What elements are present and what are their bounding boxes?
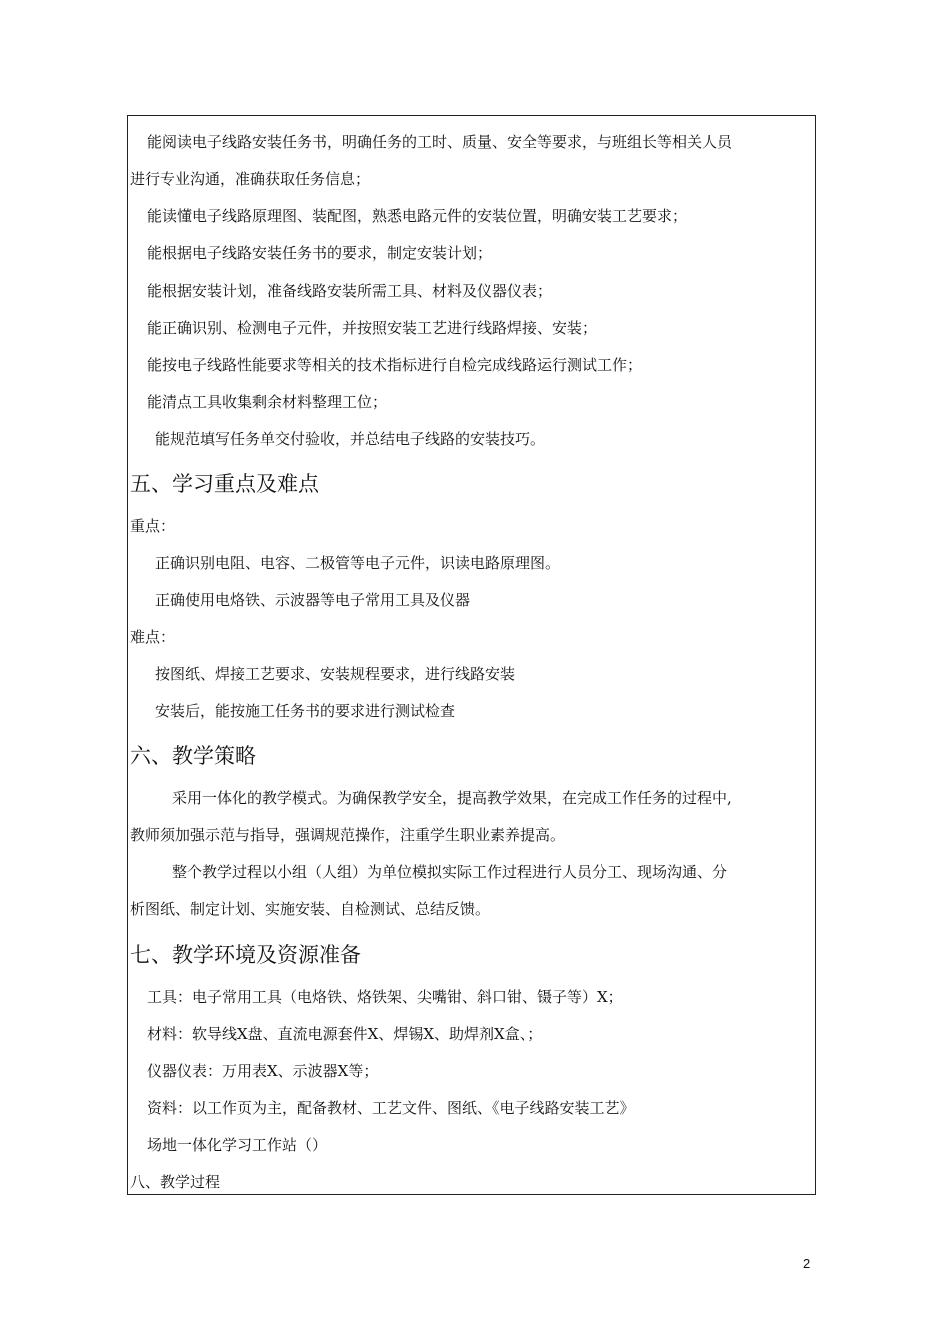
- ability-line: 能清点工具收集剩余材料整理工位；: [147, 393, 388, 411]
- ability-line: 能规范填写任务单交付验收，并总结电子线路的安装技巧。: [155, 430, 546, 448]
- key-points-label: 重点：: [130, 517, 176, 535]
- section-7-heading: 七、教学环境及资源准备: [130, 943, 361, 967]
- difficulty-item: 按图纸、焊接工艺要求、安装规程要求，进行线路安装: [155, 665, 516, 683]
- strategy-line: 析图纸、制定计划、实施安装、自检测试、总结反馈。: [130, 900, 491, 918]
- resource-line: 工具：电子常用工具（电烙铁、烙铁架、尖嘴钳、斜口钳、镊子等）X；: [147, 988, 623, 1006]
- resource-line: 仪器仪表：万用表X、示波器X等；: [147, 1062, 379, 1080]
- key-point-item: 正确识别电阻、电容、二极管等电子元件，识读电路原理图。: [155, 554, 561, 572]
- key-point-item: 正确使用电烙铁、示波器等电子常用工具及仪器: [155, 591, 471, 609]
- strategy-line: 整个教学过程以小组（人组）为单位模拟实际工作过程进行人员分工、现场沟通、分: [172, 863, 728, 881]
- ability-line: 能阅读电子线路安装任务书，明确任务的工时、质量、安全等要求，与班组长等相关人员: [147, 133, 733, 151]
- page-number: 2: [803, 1256, 811, 1271]
- resource-line: 资料：以工作页为主，配备教材、工艺文件、图纸、《电子线路安装工艺》: [147, 1099, 635, 1117]
- difficulty-item: 安装后，能按施工任务书的要求进行测试检查: [155, 702, 456, 720]
- ability-line: 能按电子线路性能要求等相关的技术指标进行自检完成线路运行测试工作；: [147, 356, 643, 374]
- resource-line: 场地一体化学习工作站（）: [147, 1136, 328, 1154]
- section-8-heading: 八、教学过程: [130, 1173, 221, 1191]
- ability-line: 进行专业沟通，准确获取任务信息；: [130, 170, 371, 188]
- ability-line: 能读懂电子线路原理图、装配图，熟悉电路元件的安装位置，明确安装工艺要求；: [147, 207, 688, 225]
- difficulty-label: 难点：: [130, 628, 176, 646]
- resource-line: 材料：软导线X盘、直流电源套件X、焊锡X、助焊剂X盒、；: [147, 1025, 543, 1043]
- strategy-line: 教师须加强示范与指导，强调规范操作，注重学生职业素养提高。: [130, 826, 566, 844]
- section-5-heading: 五、学习重点及难点: [130, 472, 319, 496]
- ability-line: 能根据安装计划，准备线路安装所需工具、材料及仪器仪表；: [147, 282, 553, 300]
- ability-line: 能正确识别、检测电子元件，并按照安装工艺进行线路焊接、安装；: [147, 319, 598, 337]
- ability-line: 能根据电子线路安装任务书的要求，制定安装计划；: [147, 244, 493, 262]
- section-6-heading: 六、教学策略: [130, 744, 256, 768]
- strategy-line: 采用一体化的教学模式。为确保教学安全，提高教学效果，在完成工作任务的过程中,: [172, 789, 732, 807]
